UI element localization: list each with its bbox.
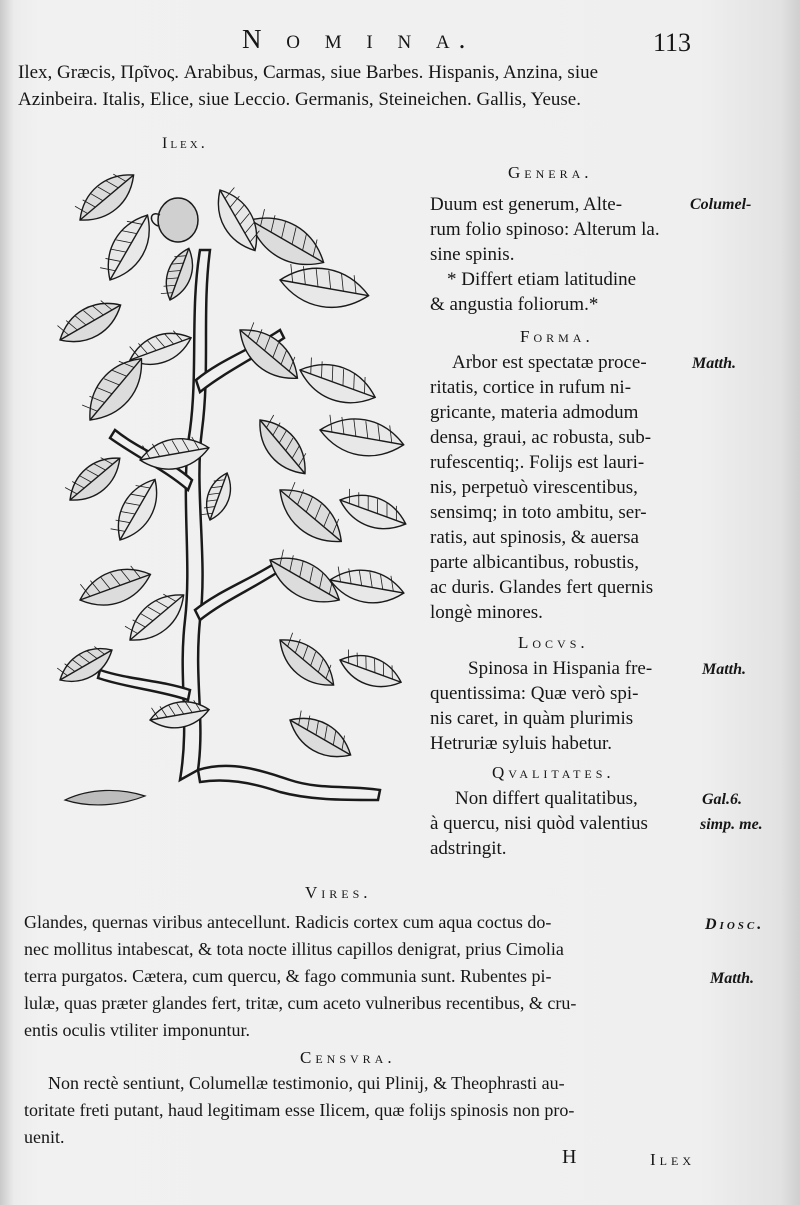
leaf: [75, 560, 156, 615]
forma-line: densa, graui, ac robusta, sub-: [430, 427, 652, 448]
leaf: [148, 697, 211, 732]
genera-line: * Differt etiam latitudine: [447, 269, 637, 290]
signature-mark: H: [562, 1146, 577, 1168]
acorn-cup: [151, 198, 198, 242]
vires-line: nec mollitus intabescat, & tota nocte illitus capillos denigrat, prius Cimolia: [24, 939, 564, 959]
page-number: 113: [653, 28, 692, 57]
leaf: [277, 261, 372, 314]
forma-margin-note: Matth.: [692, 355, 737, 372]
vires-margin-note: Matth.: [710, 970, 755, 987]
genera-line: Duum est generum, Alte-: [430, 194, 623, 215]
leaf: [54, 639, 119, 691]
names-line-1: Ilex, Græcis, Πρῖνος. Arabibus, Carmas, siue Barbes. Hispanis, Anzina, siue: [18, 62, 599, 83]
forma-line: parte albicantibus, robustis,: [430, 552, 639, 573]
locus-heading: Locvs.: [518, 633, 589, 652]
forma-line: rufescentiq;. Folijs est lauri-: [430, 452, 645, 473]
vires-line: Glandes, quernas viribus antecellunt. Radicis cortex cum aqua coctus do-: [24, 912, 552, 932]
qualitates-line: adstringit.: [430, 838, 507, 859]
leaf: [335, 486, 411, 538]
censura-line: uenit.: [24, 1127, 65, 1147]
forma-heading: Forma.: [520, 327, 594, 346]
names-line-2: Azinbeira. Italis, Elice, siue Leccio. Germanis, Steineichen. Gallis, Yeuse.: [18, 89, 581, 110]
locus-line: nis caret, in quàm plurimis: [430, 708, 634, 729]
locus-line: Hetruriæ syluis habetur.: [430, 733, 613, 754]
leaf: [200, 469, 237, 523]
leaf: [317, 412, 407, 462]
leaf: [61, 448, 128, 511]
leaf: [283, 707, 358, 767]
genera-heading: Genera.: [508, 163, 593, 182]
censura-heading: Censvra.: [300, 1048, 396, 1067]
vires-line: terra purgatos. Cætera, cum quercu, & fago communia sunt. Rubentes pi-: [24, 966, 552, 986]
locus-line: Spinosa in Hispania fre-: [468, 658, 653, 679]
forma-line: sensimq; in toto ambitu, ser-: [430, 502, 647, 523]
catchword: Ilex: [650, 1150, 695, 1169]
genera-line: sine spinis.: [430, 244, 515, 265]
qualitates-line: à quercu, nisi quòd valentius: [430, 813, 648, 834]
catkin: [65, 790, 145, 805]
forma-line: longè minores.: [430, 602, 543, 623]
leaf: [159, 244, 200, 304]
forma-line: ratis, aut spinosis, & auersa: [430, 527, 639, 548]
censura-line: toritate freti putant, haud legitimam esse Ilicem, quæ folijs spinosis non pro-: [24, 1100, 575, 1120]
leaf: [107, 472, 167, 547]
qualitates-heading: Qvalitates.: [492, 763, 615, 782]
locus-margin-note: Matth.: [702, 661, 747, 678]
censura-line: Non rectè sentiunt, Columellæ testimonio, qui Plinij, & Theophrasti au-: [48, 1073, 565, 1093]
leaf: [269, 477, 352, 554]
locus-line: quentissima: Quæ verò spi-: [430, 683, 639, 704]
qualitates-line: Non differt qualitatibus,: [455, 788, 638, 809]
genera-line: rum folio spinoso: Alterum la.: [430, 219, 660, 240]
leaf: [294, 354, 381, 413]
ilex-woodcut-illustration: [20, 160, 420, 820]
vires-line: lulæ, quas præter glandes fert, tritæ, cum aceto vulneribus recentibus, & cru-: [24, 993, 577, 1013]
qualitates-margin-note: Gal.6.: [702, 791, 742, 808]
vires-line: entis oculis vtiliter imponuntur.: [24, 1020, 250, 1040]
leaf: [327, 564, 406, 608]
vires-margin-note: Diosc.: [705, 916, 765, 933]
page-title: N o m i n a.: [242, 24, 475, 54]
leaf: [271, 629, 344, 697]
genera-line: & angustia foliorum.*: [430, 294, 599, 315]
forma-line: ac duris. Glandes fert quernis: [430, 577, 654, 598]
figure-label: Ilex.: [162, 135, 208, 152]
forma-line: nis, perpetuò virescentibus,: [430, 477, 638, 498]
forma-line: Arbor est spectatæ proce-: [452, 352, 647, 373]
forma-line: ritatis, cortice in rufum ni-: [430, 377, 632, 398]
qualitates-margin-note: simp. me.: [700, 816, 763, 833]
leaf: [249, 411, 317, 484]
genera-margin-note: Columel-: [690, 196, 752, 213]
leaf: [335, 647, 405, 695]
leaf: [53, 292, 128, 352]
vires-heading: Vires.: [305, 883, 372, 902]
forma-line: gricante, materia admodum: [430, 402, 639, 423]
